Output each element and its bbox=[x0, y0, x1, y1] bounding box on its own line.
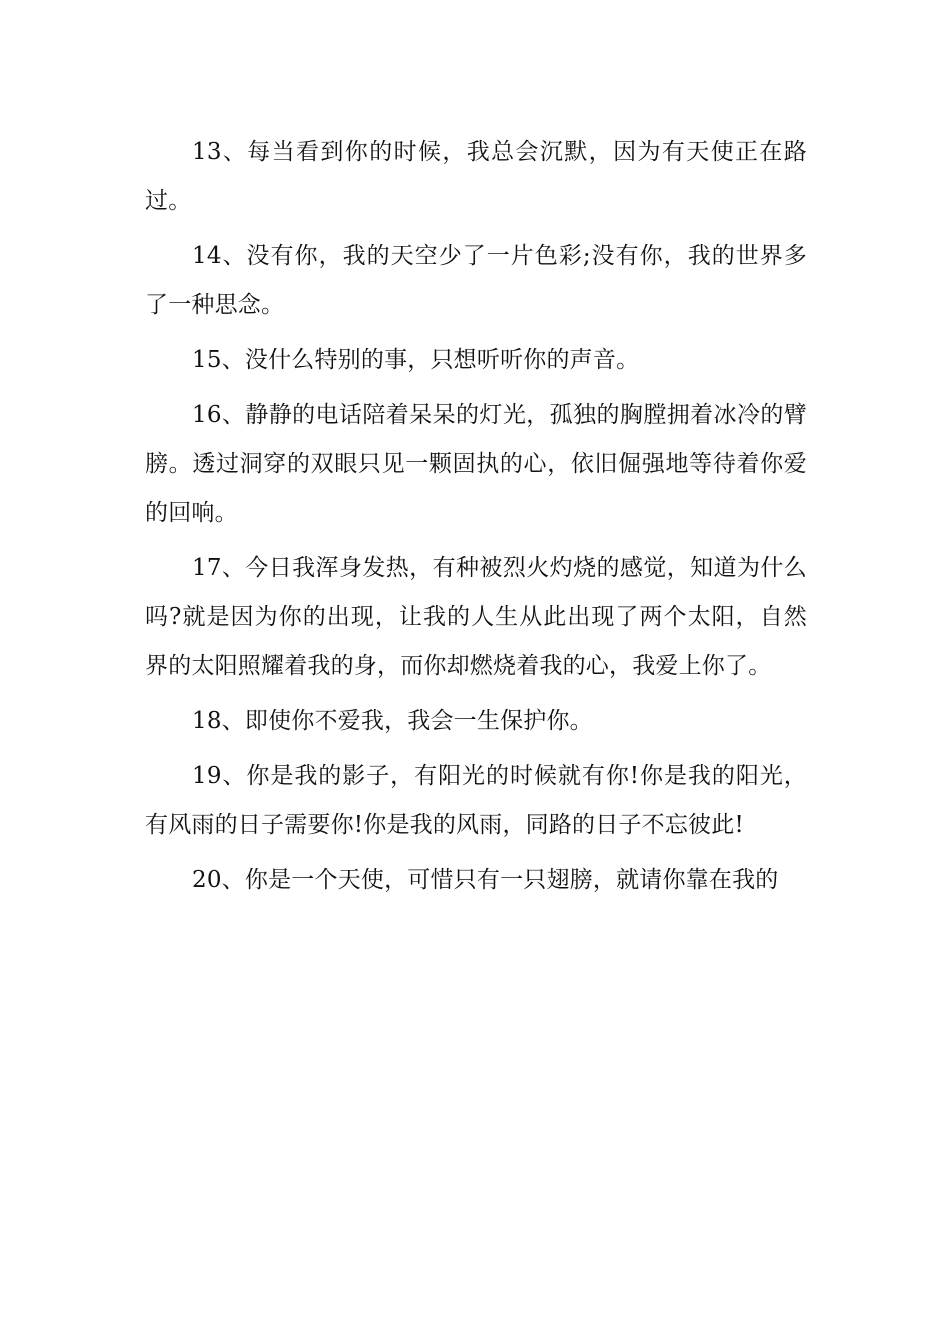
paragraph-15: 15、没什么特别的事，只想听听你的声音。 bbox=[192, 347, 640, 373]
paragraph-19: 19、你是我的影子，有阳光的时候就有你!你是我的阳光，有风雨的日子需要你!你是我的风雨，同路的日子不忘彼此! bbox=[145, 763, 807, 838]
paragraph-17: 17、今日我浑身发热，有种被烈火灼烧的感觉，知道为什么吗?就是因为你的出现，让我的人生从此出现了两个太阳，自然界的太阳照耀着我的身，而你却燃烧着我的心，我爱上你了。 bbox=[145, 555, 807, 679]
paragraph-13: 13、每当看到你的时候，我总会沉默，因为有天使正在路过。 bbox=[145, 139, 807, 214]
paragraph-16: 16、静静的电话陪着呆呆的灯光，孤独的胸膛拥着冰冷的臂膀。透过洞穿的双眼只见一颗固执的心，依旧倔强地等待着你爱的回响。 bbox=[145, 402, 807, 526]
paragraph-14: 14、没有你，我的天空少了一片色彩;没有你，我的世界多了一种思念。 bbox=[145, 243, 807, 318]
paragraph-20: 20、你是一个天使，可惜只有一只翅膀，就请你靠在我的 bbox=[192, 867, 779, 893]
paragraph-18: 18、即使你不爱我，我会一生保护你。 bbox=[192, 708, 593, 734]
document-body bbox=[145, 128, 807, 911]
